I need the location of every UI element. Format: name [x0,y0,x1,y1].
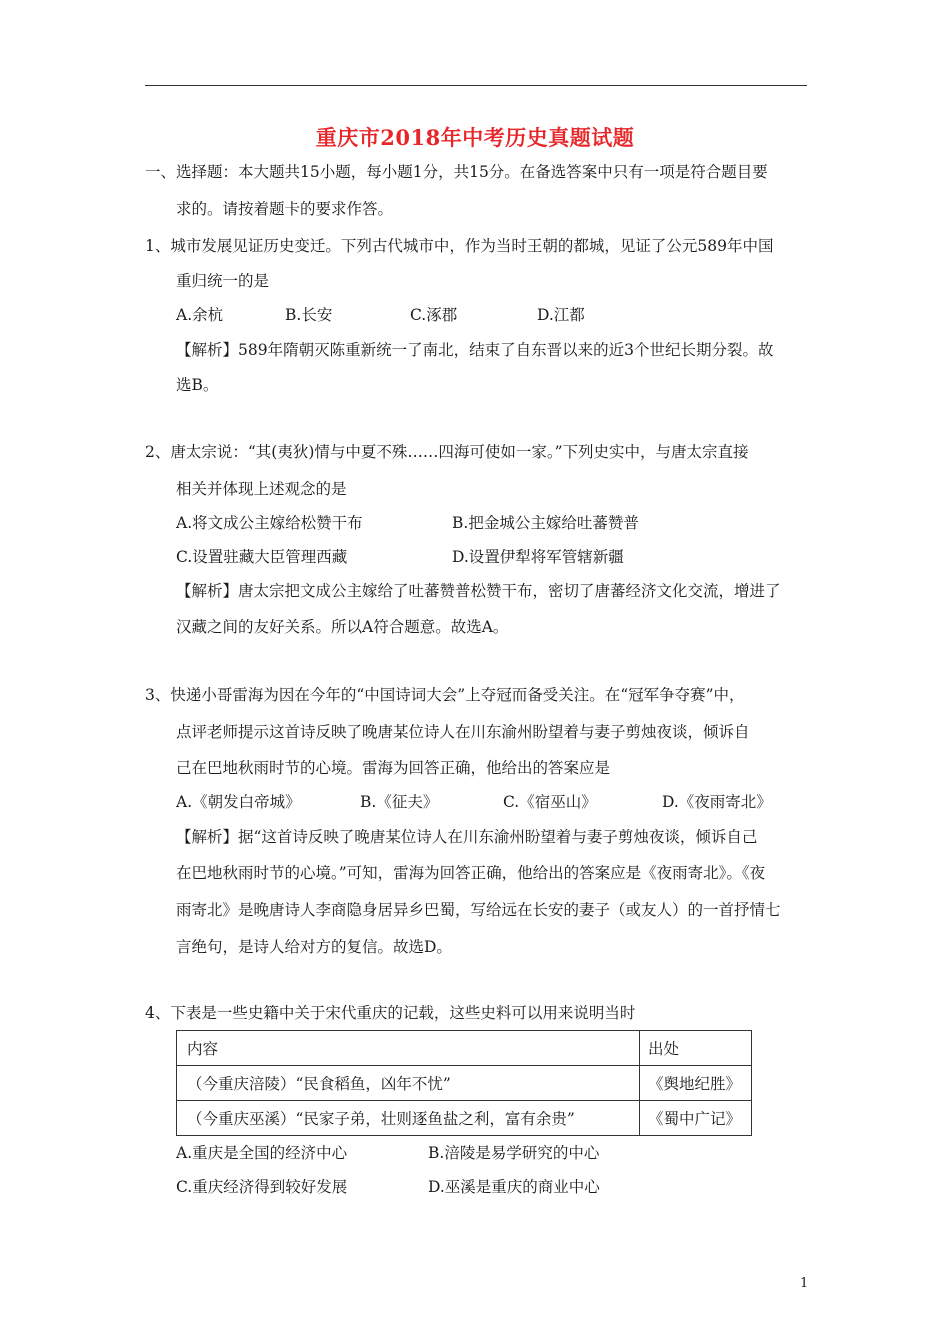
q4-stem: 4、下表是一些史籍中关于宋代重庆的记载，这些史料可以用来说明当时 [145,1004,636,1022]
q3-stem-cont-1: 点评老师提示这首诗反映了晚唐某位诗人在川东渝州盼望着与妻子剪烛夜谈，倾诉自 [176,723,750,741]
history-source-table [176,1030,752,1136]
q3-analysis-cont-1: 在巴地秋雨时节的心境。”可知，雷海为回答正确，他给出的答案应是《夜雨寄北》。《夜 [176,864,766,882]
table-cell-source: 《蜀中广记》 [639,1101,751,1136]
page-number: 1 [800,1276,809,1291]
table-header-content: 内容 [177,1031,640,1066]
q3-analysis: 【解析】据“这首诗反映了晚唐某位诗人在川东渝州盼望着与妻子剪烛夜谈，倾诉自己 [176,828,758,846]
table-cell-content: （今重庆涪陵）“民食稻鱼，凶年不忧” [177,1066,640,1101]
q2-option-d: D.设置伊犁将军管辖新疆 [452,548,624,566]
table-row [177,1066,752,1101]
table-header-row [177,1031,752,1066]
q3-analysis-cont-3: 言绝句，是诗人给对方的复信。故选D。 [176,938,452,956]
q2-stem-cont: 相关并体现上述观念的是 [176,480,347,498]
q1-option-a: A.余杭 [176,306,224,324]
q3-option-a: A.《朝发白帝城》 [176,793,301,811]
q3-analysis-cont-2: 雨寄北》是晚唐诗人李商隐身居异乡巴蜀，写给远在长安的妻子（或友人）的一首抒情七 [176,901,781,919]
q2-option-b: B.把金城公主嫁给吐蕃赞普 [452,514,639,532]
table-cell-content: （今重庆巫溪）“民家子弟，壮则逐鱼盐之利，富有余贵” [177,1101,640,1136]
section-instruction-cont: 求的。请按着题卡的要求作答。 [176,200,394,218]
q2-analysis-cont: 汉藏之间的友好关系。所以A符合题意。故选A。 [176,618,509,636]
q1-option-d: D.江都 [537,306,585,324]
table-header-source: 出处 [639,1031,751,1066]
q4-option-b: B.涪陵是易学研究的中心 [428,1144,600,1162]
q1-option-c: C.涿郡 [410,306,458,324]
section-instruction: 一、选择题：本大题共15小题，每小题1分，共15分。在备选答案中只有一项是符合题目要 [145,163,768,181]
q1-analysis: 【解析】589年隋朝灭陈重新统一了南北，结束了自东晋以来的近3个世纪长期分裂。故 [176,341,774,359]
q1-analysis-cont: 选B。 [176,376,219,394]
q3-option-d: D.《夜雨寄北》 [662,793,772,811]
header-rule [145,85,807,86]
q3-stem-cont-2: 己在巴地秋雨时节的心境。雷海为回答正确，他给出的答案应是 [176,759,611,777]
q2-stem: 2、唐太宗说：“其(夷狄)情与中夏不殊……四海可使如一家。”下列史实中，与唐太宗直接 [145,443,749,461]
q2-option-c: C.设置驻藏大臣管理西藏 [176,548,348,566]
q4-option-a: A.重庆是全国的经济中心 [176,1144,348,1162]
page-title: 重庆市2018年中考历史真题试题 [315,125,635,150]
q3-option-c: C.《宿巫山》 [503,793,597,811]
q1-stem-cont: 重归统一的是 [176,272,270,290]
q3-stem: 3、快递小哥雷海为因在今年的“中国诗词大会”上夺冠而备受关注。在“冠军争夺赛”中， [145,686,745,704]
q2-option-a: A.将文成公主嫁给松赞干布 [176,514,363,532]
table-row [177,1101,752,1136]
table-cell-source: 《舆地纪胜》 [639,1066,751,1101]
q2-analysis: 【解析】唐太宗把文成公主嫁给了吐蕃赞普松赞干布，密切了唐蕃经济文化交流，增进了 [176,582,781,600]
q3-option-b: B.《征夫》 [360,793,439,811]
q1-stem: 1、城市发展见证历史变迁。下列古代城市中，作为当时王朝的都城，见证了公元589年中国 [145,237,774,255]
q4-option-d: D.巫溪是重庆的商业中心 [428,1178,600,1196]
q4-option-c: C.重庆经济得到较好发展 [176,1178,348,1196]
q1-option-b: B.长安 [285,306,333,324]
